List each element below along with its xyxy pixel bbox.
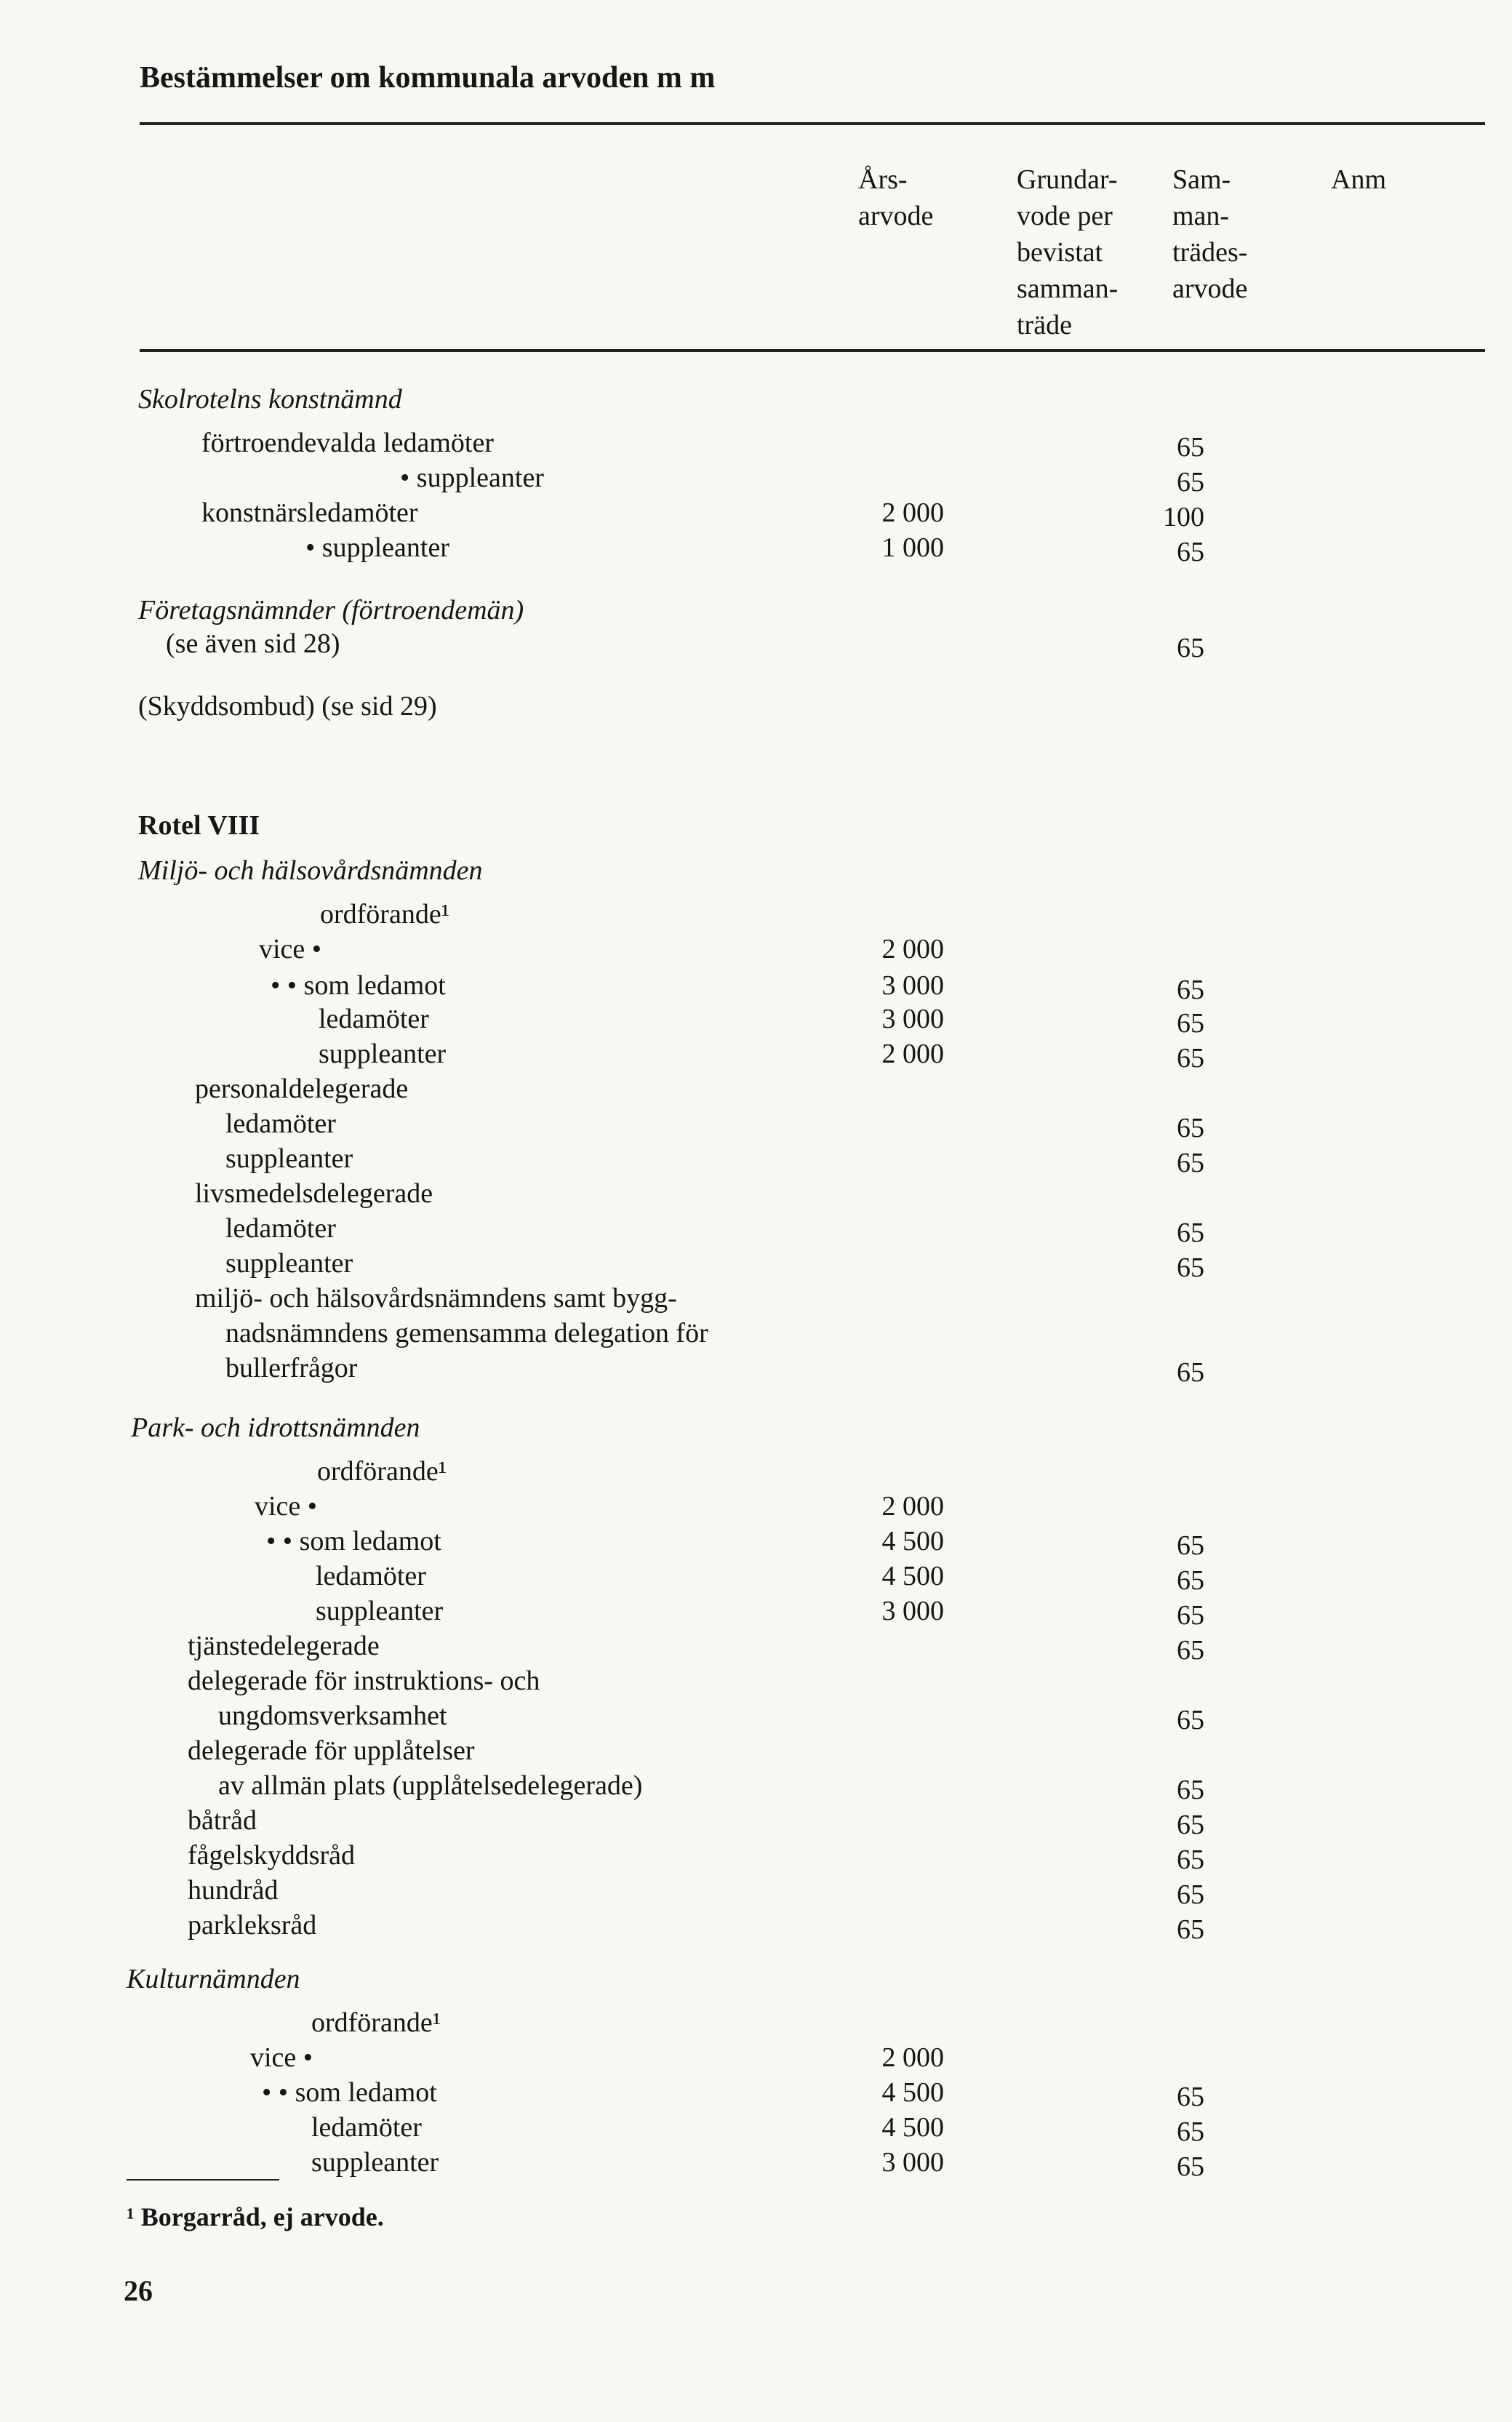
page-number: 26 [124,2274,153,2307]
arsarvode-value: 3 000 [881,2147,944,2178]
table-row-label: parkleksråd [188,1910,317,1941]
table-row-label: Kulturnämnden [127,1964,300,1994]
table-row-label: konstnärsledamöter [201,497,418,528]
arsarvode-value: 4 500 [881,1561,944,1591]
arsarvode-value: 2 000 [881,2042,944,2073]
sammantradesarvode-value: 65 [1177,1845,1204,1875]
header-top-rule [140,122,1485,125]
arsarvode-value: 2 000 [881,1491,944,1522]
arsarvode-value: 4 500 [881,2077,944,2108]
table-row-label: vice • [259,934,322,964]
sammantradesarvode-value: 65 [1177,2151,1204,2182]
table-row-label: suppleanter [319,1039,447,1069]
table-row-label: ordförande¹ [311,2007,441,2038]
table-row-label: ledamöter [316,1561,426,1591]
arsarvode-value: 3 000 [881,1004,944,1034]
sammantradesarvode-value: 65 [1177,1775,1204,1805]
arsarvode-value: 2 000 [881,1039,944,1069]
table-row-label: ledamöter [225,1213,336,1244]
table-row-label: miljö- och hälsovårdsnämndens samt bygg- [195,1283,677,1314]
table-row-label: • • som ledamot [262,2077,437,2108]
table-row-label: ledamöter [311,2112,422,2143]
table-row-label: ordförande¹ [317,1456,447,1487]
table-row-label: Företagsnämnder (förtroendemän) [138,595,524,626]
arsarvode-value: 2 000 [881,934,944,964]
sammantradesarvode-value: 65 [1177,1565,1204,1596]
sammantradesarvode-value: 65 [1177,1914,1204,1945]
table-row-label: Miljö- och hälsovårdsnämnden [138,855,483,886]
sammantradesarvode-value: 65 [1177,432,1204,463]
sammantradesarvode-value: 65 [1177,1357,1204,1388]
table-row-label: båtråd [188,1805,257,1836]
table-row-label: • suppleanter [305,532,449,563]
sammantradesarvode-value: 65 [1177,1043,1204,1074]
sammantradesarvode-value: 65 [1177,1148,1204,1178]
arsarvode-value: 3 000 [881,970,944,1001]
column-header-arsarvode: Års- arvode [858,164,934,231]
sammantradesarvode-value: 65 [1177,1530,1204,1561]
table-row-label: (se även sid 28) [166,628,340,659]
table-row-label: Park- och idrottsnämnden [131,1412,420,1443]
table-row-label: livsmedelsdelegerade [195,1178,433,1209]
sammantradesarvode-value: 100 [1163,502,1204,532]
arsarvode-value: 4 500 [881,2112,944,2143]
table-row-label: nadsnämndens gemensamma delegation för [225,1318,708,1348]
sammantradesarvode-value: 65 [1177,1705,1204,1735]
arsarvode-value: 2 000 [881,497,944,528]
sammantradesarvode-value: 65 [1177,1810,1204,1840]
sammantradesarvode-value: 65 [1177,2117,1204,2147]
table-row-label: av allmän plats (upplåtelsedelegerade) [218,1770,643,1801]
table-row-label: personaldelegerade [195,1074,409,1104]
table-row-label: ledamöter [225,1108,336,1139]
column-header-sammantradesarvode: Sam- man- trädes- arvode [1172,164,1248,304]
sammantradesarvode-value: 65 [1177,1600,1204,1631]
table-row-label: delegerade för upplåtelser [188,1735,475,1766]
table-row-label: suppleanter [316,1596,444,1626]
sammantradesarvode-value: 65 [1177,2082,1204,2112]
footnote-rule [127,2179,279,2181]
arsarvode-value: 1 000 [881,532,944,563]
arsarvode-value: 3 000 [881,1596,944,1626]
sammantradesarvode-value: 65 [1177,1218,1204,1248]
table-row-label: • • som ledamot [266,1526,441,1556]
table-row-label: ordförande¹ [320,899,450,930]
sammantradesarvode-value: 65 [1177,633,1204,663]
table-row-label: ledamöter [319,1004,429,1034]
footnote: ¹ Borgarråd, ej arvode. [127,2202,384,2231]
table-row-label: suppleanter [225,1143,353,1174]
table-row-label: (Skyddsombud) (se sid 29) [138,691,437,722]
table-row-label: • suppleanter [400,463,544,493]
column-header-grundarvode: Grundar- vode per bevistat samman- träde [1017,164,1119,340]
sammantradesarvode-value: 65 [1177,1879,1204,1910]
arsarvode-value: 4 500 [881,1526,944,1556]
table-row-label: förtroendevalda ledamöter [201,428,494,458]
table-row-label: delegerade för instruktions- och [188,1666,540,1696]
sammantradesarvode-value: 65 [1177,537,1204,567]
table-row-label: suppleanter [225,1248,353,1279]
table-row-label: fågelskyddsråd [188,1840,356,1871]
table-row-label: • • som ledamot [271,970,446,1001]
table-row-label: ungdomsverksamhet [218,1700,447,1731]
table-row-label: tjänstedelegerade [188,1631,380,1661]
page-title: Bestämmelser om kommunala arvoden m m [140,61,716,95]
table-row-label: hundråd [188,1875,279,1906]
sammantradesarvode-value: 65 [1177,1252,1204,1283]
table-row-label: Rotel VIII [138,810,260,841]
sammantradesarvode-value: 65 [1177,1635,1204,1666]
sammantradesarvode-value: 65 [1177,467,1204,497]
sammantradesarvode-value: 65 [1177,1008,1204,1039]
table-row-label: Skolrotelns konstnämnd [138,384,402,415]
table-row-label: suppleanter [311,2147,439,2178]
sammantradesarvode-value: 65 [1177,975,1204,1005]
column-header-anm: Anm [1331,164,1386,195]
header-bottom-rule [140,349,1485,352]
table-row-label: vice • [255,1491,318,1522]
table-row-label: bullerfrågor [225,1353,358,1383]
sammantradesarvode-value: 65 [1177,1113,1204,1143]
table-row-label: vice • [250,2042,313,2073]
